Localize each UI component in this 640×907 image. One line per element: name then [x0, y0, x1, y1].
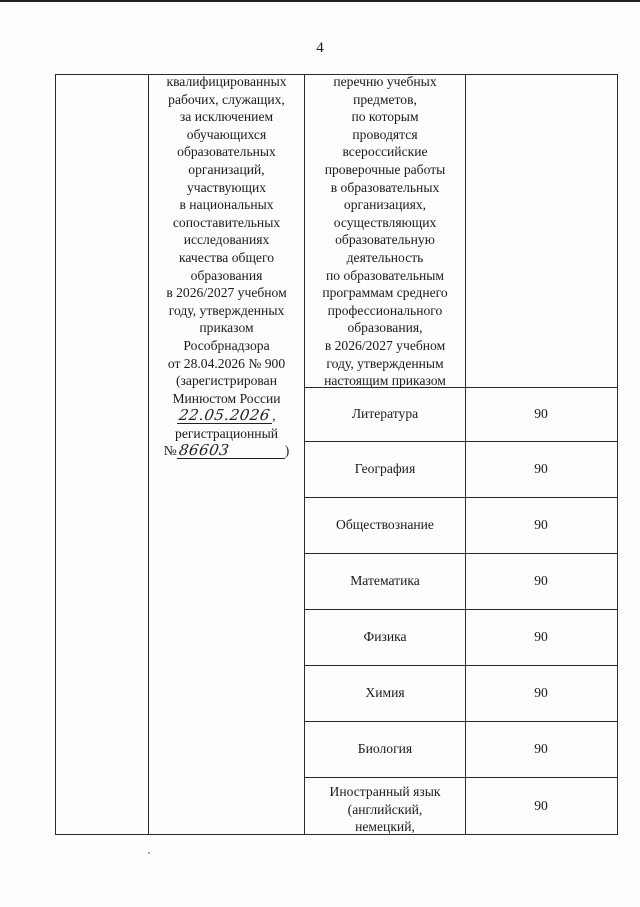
number-suffix: ): [284, 443, 290, 459]
handwritten-date-field: [177, 408, 272, 424]
handwritten-number: 86603: [177, 441, 231, 460]
text-line: году, утвержденных: [168, 302, 285, 318]
text-line: перечню учебных: [333, 74, 437, 89]
row-separator: [304, 553, 618, 554]
text-line: в 2026/2027 учебном: [166, 285, 287, 301]
registration-date-line: [149, 407, 304, 425]
table-border-left: [55, 74, 56, 835]
text-line: программам среднего: [322, 285, 448, 301]
text-line: за исключением: [179, 109, 274, 125]
text-line: приказом: [199, 320, 254, 336]
row-separator: [304, 721, 618, 722]
subject-name: Литература: [351, 406, 419, 421]
text-line: профессионального: [327, 302, 443, 318]
cell-subject-list-description: [305, 73, 465, 390]
text-line: участвующих: [186, 179, 267, 195]
handwritten-date: 22.05.2026: [178, 406, 272, 425]
text-line: немецкий,: [355, 819, 415, 835]
text-line: организаций,: [188, 161, 265, 177]
text-line: от 28.04.2026 № 900: [167, 355, 286, 371]
subject-score: 90: [534, 685, 548, 700]
text-line: году, утвержденным: [326, 355, 444, 371]
text-line: квалифицированных: [166, 74, 287, 89]
text-line: исследованиях: [183, 232, 270, 248]
text-line: сопоставительных: [172, 214, 281, 230]
text-line: всероссийские: [342, 144, 428, 160]
text-line: проводятся: [352, 126, 418, 142]
text-line: Иностранный язык: [329, 784, 441, 799]
row-separator: [304, 777, 618, 778]
subject-score: 90: [534, 406, 548, 421]
top-edge: [0, 0, 640, 2]
text-line: в 2026/2027 учебном: [324, 337, 446, 353]
text-line: организациях,: [343, 197, 427, 213]
subject-score: 90: [534, 461, 548, 476]
text-line: в образовательных: [330, 179, 440, 195]
date-suffix: ,: [272, 408, 276, 424]
text-line: настоящим приказом: [324, 373, 446, 389]
text-line: образовательных: [177, 144, 276, 160]
text-line: в национальных: [179, 197, 274, 213]
text-line: по которым: [351, 109, 419, 125]
subject-name: Биология: [357, 741, 413, 756]
text-line: (зарегистрирован: [176, 373, 277, 389]
row-separator: [304, 441, 618, 442]
subject-name-multiline: [305, 783, 465, 836]
row-separator: [304, 497, 618, 498]
text-line: предметов,: [353, 91, 417, 107]
text-line: качества общего: [179, 249, 274, 265]
number-sign: №: [163, 443, 177, 459]
registration-number-label: регистрационный: [175, 425, 278, 441]
text-line: обучающихся: [186, 126, 267, 142]
registration-number-line: [149, 442, 304, 460]
text-line: рабочих, служащих,: [168, 91, 285, 107]
subject-name: Математика: [350, 573, 420, 588]
page-number: 4: [316, 40, 324, 56]
text-line: по образовательным: [326, 267, 444, 283]
scan-speck: [148, 852, 150, 854]
text-line: образовательную: [335, 232, 435, 248]
subject-score: 90: [534, 517, 548, 532]
text-line: осуществляющих: [333, 214, 437, 230]
subject-score: 90: [534, 629, 548, 644]
subject-score: 90: [534, 741, 548, 756]
subject-name: Обществознание: [336, 517, 434, 532]
row-separator: [304, 665, 618, 666]
text-line: проверочные работы: [324, 161, 446, 177]
handwritten-number-field: [177, 443, 285, 459]
subject-name: География: [354, 461, 416, 476]
text-line: образования,: [347, 320, 423, 336]
text-line: (английский,: [347, 801, 423, 817]
text-line: Рособрнадзора: [183, 337, 270, 353]
subject-score: 90: [534, 573, 548, 588]
subject-score: 90: [534, 798, 548, 813]
row-separator: [304, 609, 618, 610]
text-line: Минюстом России: [172, 390, 281, 406]
text-line: образования: [190, 267, 263, 283]
subject-name: Химия: [365, 685, 405, 700]
cell-order-description: [149, 73, 304, 460]
text-line: деятельность: [346, 249, 424, 265]
subject-name: Физика: [363, 629, 407, 644]
